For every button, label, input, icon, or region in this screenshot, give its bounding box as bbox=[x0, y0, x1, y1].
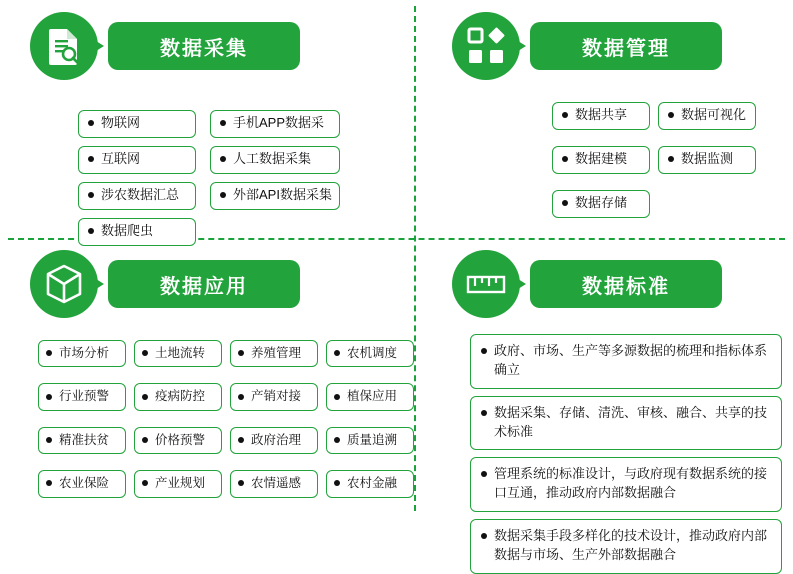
list-item[interactable]: 数据采集手段多样化的技术设计，推动政府内部数据与市场、生产外部数据融合 bbox=[470, 519, 782, 574]
list-item[interactable]: 政府、市场、生产等多源数据的梳理和指标体系确立 bbox=[470, 334, 782, 389]
bullet-icon bbox=[481, 471, 487, 477]
standard-items bbox=[470, 334, 782, 574]
list-item[interactable]: 物联网 bbox=[78, 110, 196, 138]
bullet-icon bbox=[220, 192, 226, 198]
quadrant-header bbox=[452, 12, 782, 80]
bullet-icon bbox=[238, 350, 244, 356]
bullet-icon bbox=[88, 120, 94, 126]
bullet-icon bbox=[238, 437, 244, 443]
chip-row bbox=[552, 190, 756, 218]
list-item[interactable]: 手机APP数据采 bbox=[210, 110, 340, 138]
quadrant-data-collection bbox=[30, 12, 400, 238]
bullet-icon bbox=[142, 437, 148, 443]
collection-items bbox=[78, 110, 340, 246]
bullet-icon bbox=[562, 200, 568, 206]
quadrant-title: 数据标准 bbox=[530, 260, 722, 308]
bullet-icon bbox=[334, 480, 340, 486]
list-item[interactable]: 数据监测 bbox=[658, 146, 756, 174]
quadrant-header bbox=[30, 250, 408, 318]
list-item[interactable]: 数据建模 bbox=[552, 146, 650, 174]
list-item[interactable]: 植保应用 bbox=[326, 383, 414, 410]
quadrant-data-standard bbox=[452, 250, 782, 562]
list-item[interactable]: 市场分析 bbox=[38, 340, 126, 367]
chip-row bbox=[38, 427, 418, 454]
bullet-icon bbox=[481, 348, 487, 354]
bullet-icon bbox=[46, 350, 52, 356]
list-item[interactable]: 数据存储 bbox=[552, 190, 650, 218]
quadrant-title: 数据采集 bbox=[108, 22, 300, 70]
list-item[interactable]: 养殖管理 bbox=[230, 340, 318, 367]
list-item[interactable]: 互联网 bbox=[78, 146, 196, 174]
list-item[interactable]: 农业保险 bbox=[38, 470, 126, 497]
quadrant-title: 数据应用 bbox=[108, 260, 300, 308]
document-search-icon bbox=[30, 12, 98, 80]
bullet-icon bbox=[334, 394, 340, 400]
cube-icon bbox=[30, 250, 98, 318]
list-item[interactable]: 数据爬虫 bbox=[78, 218, 196, 246]
bullet-icon bbox=[481, 410, 487, 416]
list-item[interactable]: 农村金融 bbox=[326, 470, 414, 497]
bullet-icon bbox=[46, 480, 52, 486]
list-item[interactable]: 管理系统的标准设计，与政府现有数据系统的接口互通，推动政府内部数据融合 bbox=[470, 457, 782, 512]
list-item[interactable]: 外部API数据采集 bbox=[210, 182, 340, 210]
list-item[interactable]: 产业规划 bbox=[134, 470, 222, 497]
list-item[interactable]: 数据可视化 bbox=[658, 102, 756, 130]
quadrant-data-management bbox=[452, 12, 782, 232]
list-item[interactable]: 数据采集、存储、清洗、审核、融合、共享的技术标准 bbox=[470, 396, 782, 451]
ruler-icon bbox=[452, 250, 520, 318]
list-item[interactable]: 价格预警 bbox=[134, 427, 222, 454]
quadrant-data-application bbox=[30, 250, 408, 510]
list-item[interactable]: 涉农数据汇总 bbox=[78, 182, 196, 210]
bullet-icon bbox=[481, 533, 487, 539]
list-item[interactable]: 农情遥感 bbox=[230, 470, 318, 497]
squares-diamond-icon bbox=[452, 12, 520, 80]
bullet-icon bbox=[142, 394, 148, 400]
bullet-icon bbox=[238, 480, 244, 486]
bullet-icon bbox=[220, 156, 226, 162]
bullet-icon bbox=[334, 350, 340, 356]
bullet-icon bbox=[562, 112, 568, 118]
bullet-icon bbox=[88, 156, 94, 162]
list-item[interactable]: 农机调度 bbox=[326, 340, 414, 367]
list-item[interactable]: 行业预警 bbox=[38, 383, 126, 410]
quadrant-header bbox=[30, 12, 400, 80]
bullet-icon bbox=[46, 394, 52, 400]
bullet-icon bbox=[88, 192, 94, 198]
list-item[interactable]: 政府治理 bbox=[230, 427, 318, 454]
bullet-icon bbox=[334, 437, 340, 443]
chip-row bbox=[552, 102, 756, 130]
list-item[interactable]: 疫病防控 bbox=[134, 383, 222, 410]
bullet-icon bbox=[220, 120, 226, 126]
chip-row bbox=[38, 383, 418, 410]
quadrant-title: 数据管理 bbox=[530, 22, 722, 70]
application-items bbox=[38, 340, 418, 506]
chip-row bbox=[38, 470, 418, 497]
chip-row bbox=[38, 340, 418, 367]
bullet-icon bbox=[668, 156, 674, 162]
list-item[interactable]: 数据共享 bbox=[552, 102, 650, 130]
bullet-icon bbox=[142, 480, 148, 486]
list-item[interactable]: 质量追溯 bbox=[326, 427, 414, 454]
list-item[interactable]: 土地流转 bbox=[134, 340, 222, 367]
management-items bbox=[552, 102, 756, 226]
list-item[interactable]: 人工数据采集 bbox=[210, 146, 340, 174]
bullet-icon bbox=[562, 156, 568, 162]
bullet-icon bbox=[142, 350, 148, 356]
list-item[interactable]: 产销对接 bbox=[230, 383, 318, 410]
bullet-icon bbox=[238, 394, 244, 400]
chip-row bbox=[552, 146, 756, 174]
bullet-icon bbox=[668, 112, 674, 118]
bullet-icon bbox=[46, 437, 52, 443]
quadrant-header bbox=[452, 250, 782, 318]
bullet-icon bbox=[88, 228, 94, 234]
list-item[interactable]: 精准扶贫 bbox=[38, 427, 126, 454]
